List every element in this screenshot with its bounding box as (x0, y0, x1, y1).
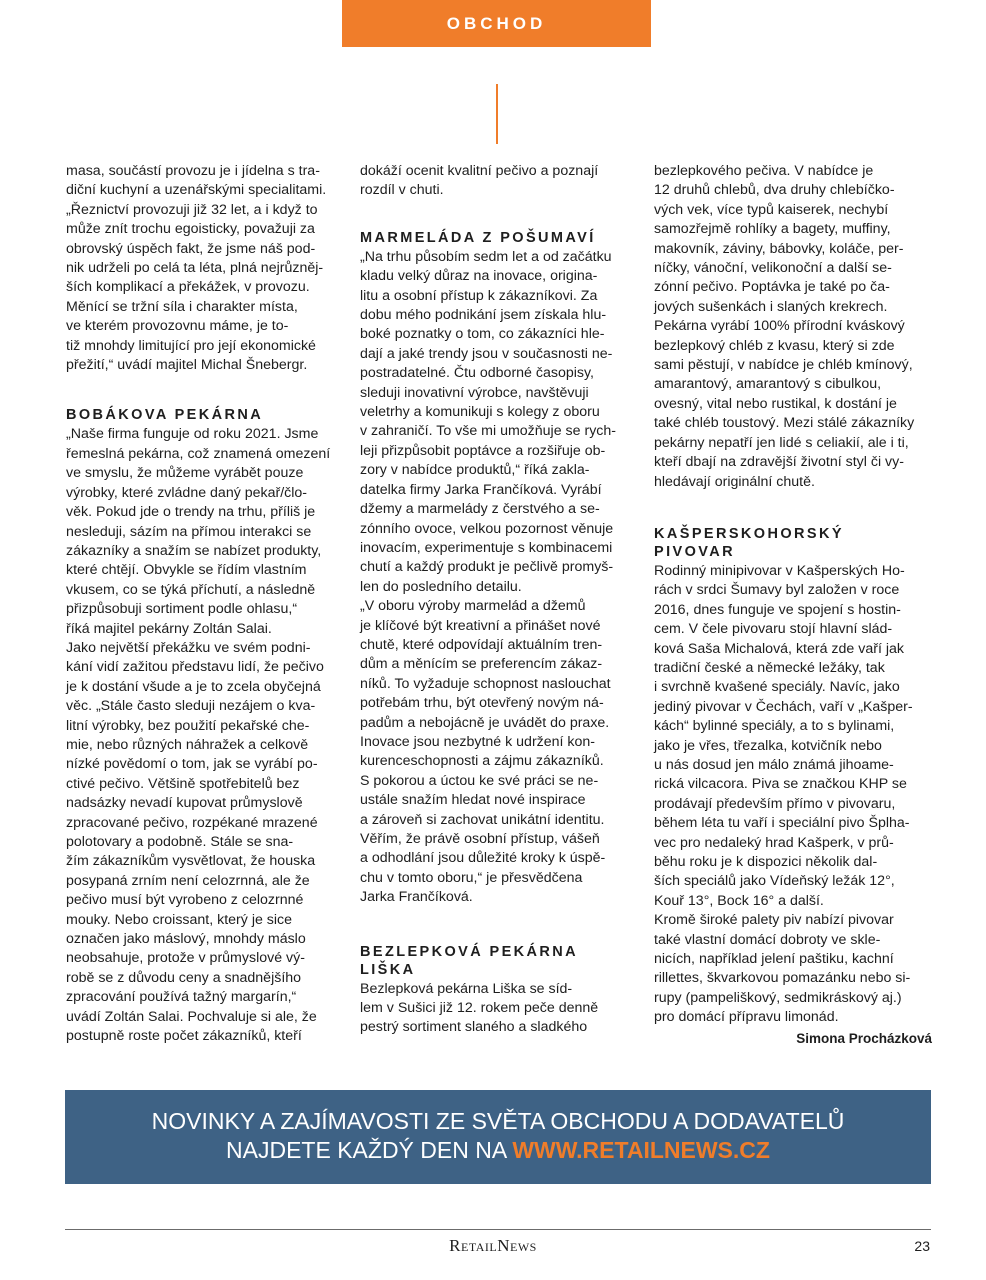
text-line: během léta tu vaří i speciální pivo Šplha- (654, 815, 910, 832)
text-line: inovacím, experimentuje s kombinacemi (360, 539, 613, 556)
text-line: ve smyslu, že můžeme vyrábět pouze (66, 465, 304, 482)
text-line: 2016, dnes funguje ve spojení s hostin- (654, 601, 901, 618)
section-tab: OBCHOD (342, 0, 651, 47)
text-line: Jako největší překážku ve svém podni- (66, 639, 311, 656)
paragraph (360, 980, 628, 1038)
text-line: pro domácí přípravu limonád. (654, 1009, 839, 1026)
promo-banner (65, 1090, 931, 1184)
text-line: řemeslná pekárna, což znamená omezení (66, 445, 331, 462)
text-line: zpracování používá tažný margarín,“ (66, 989, 297, 1006)
text-line: vec pro nedaleký hrad Kašperk, v prů- (654, 834, 894, 851)
text-line: LIŠKA (360, 961, 416, 978)
text-line: nicích, například jelení paštiku, kachní (654, 951, 894, 968)
text-line: u nás dosud jen málo známá jihoame- (654, 756, 894, 773)
footer-divider (65, 1229, 931, 1230)
text-line: S pokorou a úctou ke své práci se ne- (360, 772, 599, 789)
text-line: datelka firmy Jarka Frančíková. Vyrábí (360, 481, 602, 498)
text-line: kání vidí zažitou představu lidí, že pečivo (66, 659, 324, 676)
text-line: nesleduji, sázím na přímou interakci se (66, 523, 312, 540)
text-line: uvádí Zoltán Salai. Pochvaluje si ale, že (66, 1008, 317, 1025)
page-number: 23 (914, 1238, 930, 1254)
text-line: neobsahuje, protože v průmyslové vý- (66, 950, 305, 967)
text-line: Inovace jsou nezbytné k udržení kon- (360, 733, 596, 750)
text-line: přizpůsobuji sortiment podle ohlasu,“ (66, 601, 298, 618)
text-line: diční kuchyní a uzenářskými specialitami. (66, 182, 327, 199)
text-line: chutí a každý produkt je pečlivě promyš- (360, 559, 614, 576)
text-line: dobu mého podnikání jsem získala hlu- (360, 307, 607, 324)
text-line: zory v nabídce produktů,“ říká zakla- (360, 462, 590, 479)
text-line: které chtějí. Obvykle se řídím vlastním (66, 562, 307, 579)
text-line: v zahraničí. To vše mi umožňuje se rych- (360, 423, 616, 440)
text-line: samozřejmě rohlíky a bagety, muffiny, (654, 221, 891, 238)
text-line: tiž mnohdy limitující pro její ekonomické (66, 337, 316, 354)
text-line: označen jako máslový, mnohdy máslo (66, 931, 306, 948)
text-line: Bezlepková pekárna Liška se síd- (360, 980, 573, 997)
paragraph (66, 162, 332, 375)
paragraph (360, 162, 628, 201)
text-line: pestrý sortiment slaného a sladkého (360, 1019, 588, 1036)
text-line: Pekárna vyrábí 100% přírodní kváskový (654, 318, 905, 335)
text-line: Kouř 13°, Bock 16° a další. (654, 892, 824, 909)
text-line: nik udrželi po celá ta léta, plná nejrůzněj- (66, 260, 324, 277)
paragraph (654, 562, 932, 1028)
text-line: len do posledního detailu. (360, 578, 522, 595)
text-line: postradatelné. Čtu odborné časopisy, (360, 365, 594, 382)
text-line: amarantový, amarantový s cibulkou, (654, 376, 882, 393)
text-line: vých vek, více typů kaiserek, nechybí (654, 201, 889, 218)
text-line: pečivo musí být vyrobeno z celozrnné (66, 892, 304, 909)
text-line: výrobky, které zvládne daný pekař/člo- (66, 484, 308, 501)
text-line: jako je vřes, třezalka, kotvičník nebo (654, 737, 882, 754)
text-line: přežití,“ uvádí majitel Michal Šnebergr. (66, 357, 308, 374)
paragraph (654, 162, 932, 492)
text-line: „Naše firma funguje od roku 2021. Jsme (66, 426, 319, 443)
text-line: rách v srdci Šumavy byl založen v roce (654, 582, 900, 599)
text-line: džemy a marmelády z čerstvého a se- (360, 501, 600, 518)
text-line: prodávají především přímo v pivovaru, (654, 795, 896, 812)
text-line: nadsázky nevadí kupovat průmyslově (66, 795, 303, 812)
text-line: cem. V čele pivovaru stojí hlavní slád- (654, 621, 893, 638)
text-line: litní výrobky, bez použití pekařské che- (66, 717, 310, 734)
text-line: věk. Pokud jde o trendy na trhu, příliš je (66, 504, 316, 521)
paragraph (360, 248, 628, 908)
text-line: vkusem, co se týká příchutí, a následně (66, 581, 316, 598)
text-line: kteří dbají na zdravější životní styl či vy- (654, 454, 904, 471)
section-heading (360, 943, 628, 979)
text-line: posypaná zrním není celozrnná, ale že (66, 872, 310, 889)
text-line: ovesný, vital nebo rustikal, k dostání je (654, 395, 897, 412)
text-line: veletrhy a komunikuji s kolegy z oboru (360, 404, 600, 421)
text-line: potřebám trhu, být otevřený novým ná- (360, 695, 604, 712)
banner-line (65, 1136, 931, 1165)
website-link[interactable]: WWW.RETAILNEWS.CZ (512, 1137, 770, 1163)
text-line: říká majitel pekárny Zoltán Salai. (66, 620, 272, 637)
article-column-3 (654, 162, 932, 1048)
section-heading (654, 525, 932, 561)
text-line: zónního ovoce, velkou pozornost věnuje (360, 520, 614, 537)
text-line: bezlepkového pečiva. V nabídce je (654, 163, 874, 179)
text-line: rupy (pampeliškový, sedmikráskový aj.) (654, 989, 902, 1006)
text-line: může znít trochu egoisticky, považuji za (66, 221, 315, 238)
text-line: Měnící se tržní síla i charakter místa, (66, 298, 298, 315)
text-line: kách“ bylinné speciály, a to s bylinami, (654, 718, 895, 735)
text-line: mouky. Nebo croissant, který je sice (66, 911, 293, 928)
text-line: rillettes, škvarkovou pomazánku nebo si- (654, 970, 911, 987)
text-line: níčky, vánoční, velikonoční a další se- (654, 260, 892, 277)
text-line: kladu velký důraz na inovace, origina- (360, 268, 598, 285)
text-line: a odhodlání jsou důležité kroky k úspě- (360, 850, 606, 867)
text-line: běhu roku je k dispozici několik dal- (654, 854, 878, 870)
text-line: rická vilcacora. Piva se značkou KHP se (654, 776, 907, 793)
text-line: padům a nebojácně je uvádět do praxe. (360, 714, 610, 731)
text-line: „Řeznictví provozuji již 32 let, a i když to (66, 201, 318, 218)
banner-line: NOVINKY A ZAJÍMAVOSTI ZE SVĚTA OBCHODU A DODAVATELŮ (151, 1108, 845, 1134)
text-line: boké poznatky o tom, co zákazníci hle- (360, 326, 605, 343)
text-line: je klíčové být kreativní a přinášet nové (360, 617, 601, 634)
text-line: také chléb toustový. Mezi stálé zákazníky (654, 415, 915, 432)
text-line: polotovary a podobně. Stále se sna- (66, 834, 294, 850)
text-line: ková Saša Michalová, která zde vaří jak (654, 640, 904, 657)
text-line: kurenceschopnosti a zájmu zákazníků. (360, 753, 604, 770)
text-line: „V oboru výroby marmelád a džemů (360, 598, 586, 615)
text-line: bezlepkový chléb z kvasu, který si zde (654, 337, 895, 354)
text-line: tradiční české a německé ležáky, tak (654, 659, 885, 676)
text-line: Rodinný minipivovar v Kašperských Ho- (654, 562, 905, 579)
text-line: litu a osobní přístup k zákazníkovi. Za (360, 287, 598, 304)
text-line: Kromě široké palety piv nabízí pivovar (654, 912, 894, 929)
text-line: zákazníky a snažím se nabízet produkty, (66, 542, 322, 559)
text-line: pekárny nepatří jen lidé s celiakií, ale i ti, (654, 434, 909, 451)
text-line: KAŠPERSKOHORSKÝ (654, 525, 844, 542)
text-line: sleduji inovativní výrobce, navštěvuji (360, 384, 589, 401)
text-line: mie, nebo různých náhražek a celkově (66, 736, 309, 753)
text-line: ctivé pečivo. Většině spotřebitelů bez (66, 775, 300, 792)
text-line: „Na trhu působím sedm let a od začátku (360, 248, 612, 265)
text-line: dají a jaké trendy jsou v současnosti ne- (360, 345, 613, 362)
text-line: makovník, záviny, bábovky, koláče, per- (654, 240, 904, 257)
text-line: i svrchně kvašené speciály. Navíc, jako (654, 679, 900, 696)
text-line: postupně roste počet zákazníků, kteří (66, 1028, 302, 1045)
text-line: dokáží ocenit kvalitní pečivo a poznají (360, 163, 599, 179)
text-line: chu v tomto oboru,“ je přesvědčena (360, 869, 583, 886)
text-line: robě se z důvodu ceny a snadnějšího (66, 969, 302, 986)
text-line: a zároveň si zachovat unikátní identitu. (360, 811, 605, 828)
text-line: sami pěstují, v nabídce je chléb kmínový, (654, 357, 913, 374)
section-heading: BOBÁKOVA PEKÁRNA (66, 407, 264, 424)
text-line: níků. To vyžaduje schopnost naslouchat (360, 675, 611, 692)
text-line: lem v Sušici již 12. rokem peče denně (360, 1000, 599, 1017)
text-line: také vlastní domácí dobroty ve skle- (654, 931, 881, 948)
text-line: BEZLEPKOVÁ PEKÁRNA (360, 943, 579, 960)
text-line: dům a měnícím se preferencím zákaz- (360, 656, 603, 673)
author-byline: Simona Procházková (796, 1030, 932, 1046)
text-line: zpracované pečivo, rozpékané mrazené (66, 814, 318, 831)
text-line: ších komplikací a překážek, v provozu. (66, 279, 310, 296)
text-line: hledávají originální chutě. (654, 473, 815, 490)
text-line: Věřím, že právě osobní přístup, vášeň (360, 831, 600, 847)
text-line: nízké povědomí o tom, jak se vyrábí po- (66, 756, 318, 773)
text-line: je k dostání všude a je to zcela obyčejná (66, 678, 321, 695)
text-line: leji přizpůsobit poptávce a rozšiřuje ob- (360, 442, 606, 459)
banner-text: NAJDETE KAŽDÝ DEN NA (226, 1137, 513, 1163)
brand-logo: RetailNews (449, 1236, 537, 1255)
text-line: PIVOVAR (654, 543, 735, 560)
text-line: věc. „Stále často sleduji nezájem o kva- (66, 698, 316, 715)
text-line: 12 druhů chlebů, dva druhy chlebíčko- (654, 182, 895, 199)
article-column-1 (66, 162, 332, 1046)
paragraph (66, 425, 332, 1046)
section-heading: MARMELÁDA Z POŠUMAVÍ (360, 229, 596, 246)
article-column-2 (360, 162, 628, 1038)
text-line: žím zákazníkům vysvětlovat, že houska (66, 853, 316, 870)
text-line: jediný pivovar v Čechách, vaří v „Kašper- (654, 698, 913, 715)
text-line: obrovský úspěch fakt, že jsme náš pod- (66, 240, 316, 257)
text-line: masa, součástí provozu je i jídelna s tra- (66, 163, 320, 179)
divider (496, 84, 498, 144)
text-line: ve kterém provozovnu máme, je to- (66, 318, 289, 335)
text-line: Jarka Frančíková. (360, 889, 473, 906)
text-line: jových sušenkách i slaných krekrech. (654, 298, 888, 315)
text-line: chutě, které odpovídají aktuálním tren- (360, 636, 603, 653)
text-line: ustále snažím hledat nové inspirace (360, 792, 586, 809)
text-line: rozdíl v chuti. (360, 182, 444, 199)
text-line: ších speciálů jako Vídeňský ležák 12°, (654, 873, 895, 890)
text-line: zónní pečivo. Poptávka je také po ča- (654, 279, 890, 296)
